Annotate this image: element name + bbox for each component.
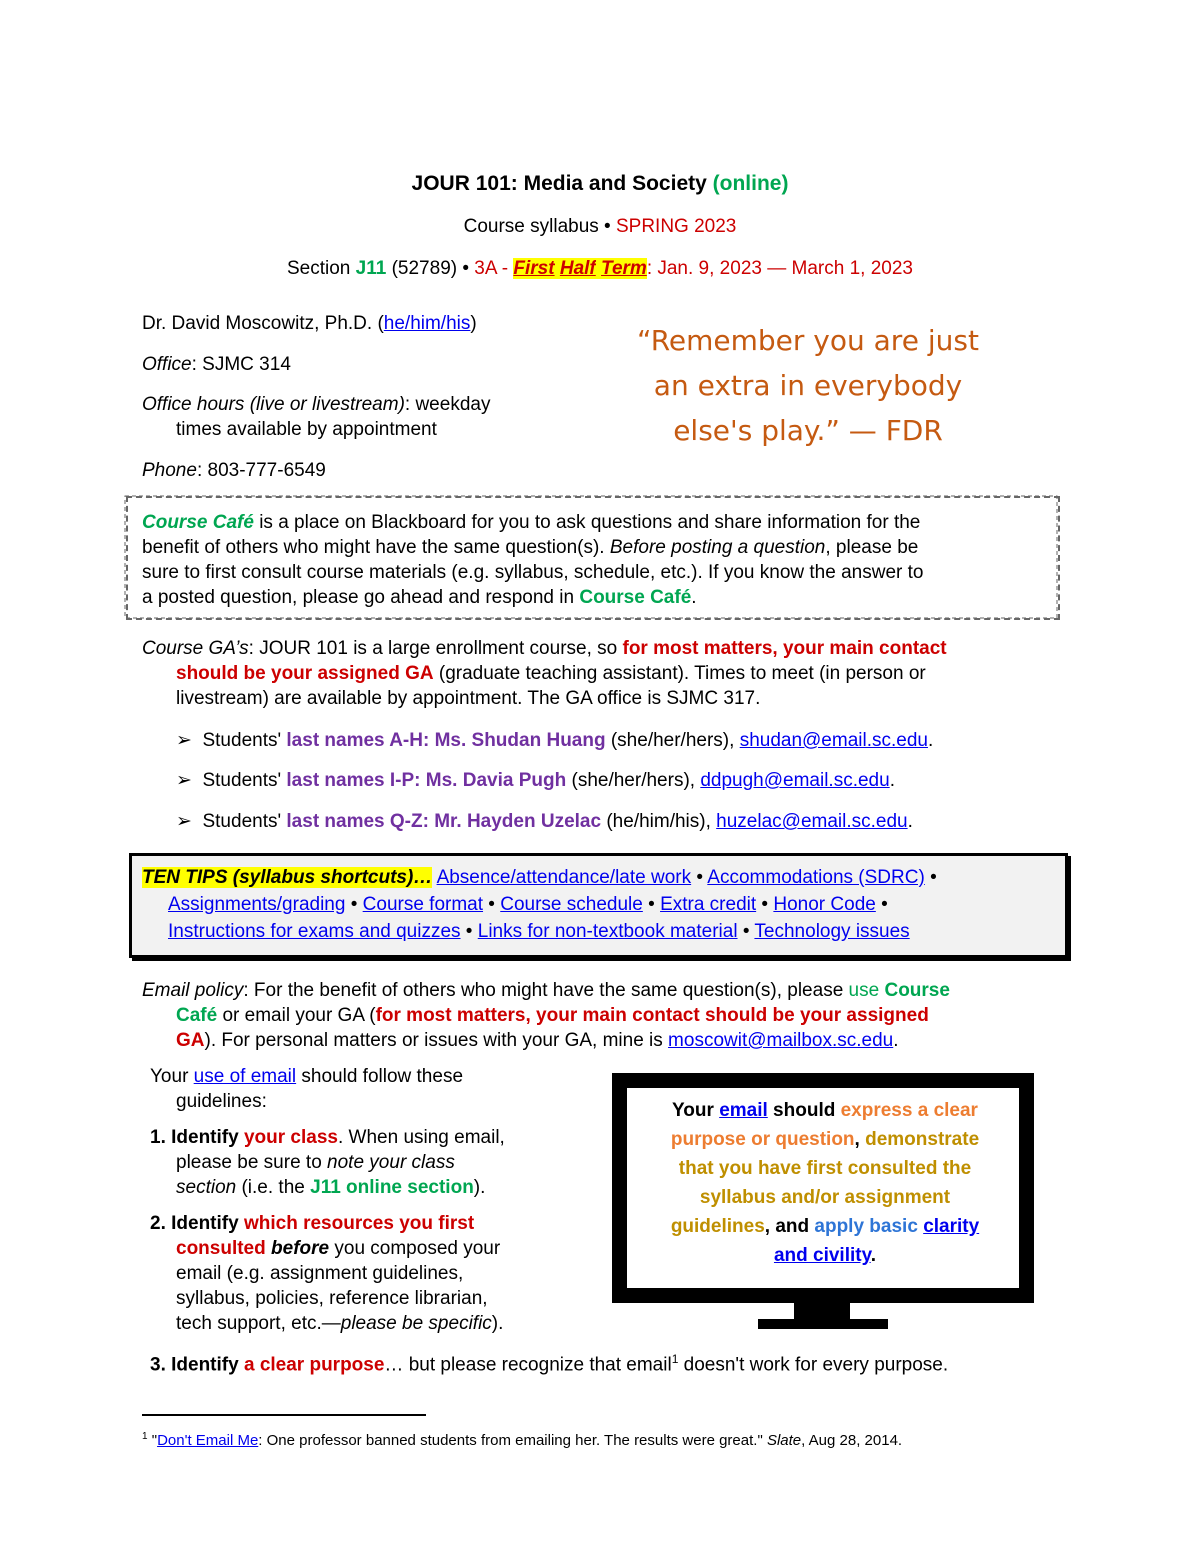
instructor-name	[142, 313, 477, 335]
office-line	[142, 354, 291, 376]
monitor-text-5gold: guidelines	[670, 1216, 765, 1237]
tip-sep: •	[483, 894, 501, 915]
monitor-line-6	[630, 1241, 1020, 1270]
monitor-text-1b: should	[767, 1100, 841, 1121]
tip-link-technology[interactable]: Technology issues	[754, 921, 910, 942]
ga-bullet-pre: Students'	[202, 730, 282, 751]
term-first: First	[513, 258, 555, 279]
footnote-number: 1	[142, 1431, 148, 1442]
guideline-1-l3end: ).	[473, 1177, 486, 1198]
guideline-1-red: your class	[243, 1127, 338, 1148]
tip-link-course-format[interactable]: Course format	[362, 894, 484, 915]
ga-bullet-pronouns: (he/him/his),	[601, 811, 717, 832]
ga-text-1-red: for most matters, your main contact	[622, 638, 947, 659]
guidelines-intro-a: Your	[150, 1066, 194, 1087]
guideline-1-l3i: section	[176, 1177, 237, 1198]
term-dates: : Jan. 9, 2023 — March 1, 2023	[646, 258, 913, 279]
ga-bullet-name: last names A-H: Ms. Shudan Huang	[286, 730, 606, 751]
guideline-2-l3: email (e.g. assignment guidelines,	[176, 1263, 464, 1284]
monitor-text-2b: ,	[854, 1129, 866, 1150]
tip-link-non-textbook[interactable]: Links for non-textbook material	[477, 921, 738, 942]
course-subtitle	[0, 216, 1200, 238]
guideline-2-l2bi: before	[271, 1238, 330, 1259]
cafe-text-2a: benefit of others who might have the same question(s).	[142, 537, 610, 558]
tips-line-3	[168, 921, 910, 943]
monitor-text	[630, 1096, 1020, 1270]
cafe-text-4end: .	[691, 587, 697, 608]
quote-line-2: an extra in everybody	[653, 369, 963, 402]
guideline-3-text: … but please recognize that email	[384, 1354, 672, 1376]
email-policy-end: .	[893, 1030, 899, 1051]
monitor-text-1a: Your	[672, 1100, 720, 1121]
email-policy-line-1	[142, 980, 950, 1002]
email-policy-label: Email policy	[142, 980, 244, 1001]
monitor-text-5blue: apply basic	[814, 1216, 924, 1237]
tip-link-extra-credit[interactable]: Extra credit	[660, 894, 757, 915]
footnote-ref: 1	[671, 1352, 679, 1366]
email-policy-line-2	[176, 1005, 929, 1027]
office-hours-value: : weekday	[404, 394, 491, 415]
ga-email-link[interactable]: ddpugh@email.sc.edu	[700, 770, 890, 791]
tip-link-honor-code[interactable]: Honor Code	[773, 894, 876, 915]
email-policy-text-3: ). For personal matters or issues with your GA, mine is	[204, 1030, 669, 1051]
email-policy-course: Course	[884, 980, 950, 1001]
subtitle-text: Course syllabus •	[463, 216, 611, 237]
ga-bullet-2	[176, 769, 895, 792]
ga-bullet-pre: Students'	[202, 770, 282, 791]
email-policy-text-2: or email your GA (	[217, 1005, 376, 1026]
pronouns-link[interactable]: he/him/his	[383, 313, 471, 334]
guideline-item-1	[150, 1127, 505, 1149]
ga-line-1	[142, 638, 947, 660]
email-policy-text-1: : For the benefit of others who might have the same question(s), please	[243, 980, 849, 1001]
ga-bullet-3	[176, 810, 913, 833]
guidelines-intro	[150, 1066, 463, 1088]
instructor-email-link[interactable]: moscowit@mailbox.sc.edu	[668, 1030, 894, 1051]
section-code: J11	[355, 258, 387, 279]
guideline-2-l5a: tech support, etc.—	[176, 1313, 341, 1334]
ga-bullet-pre: Students'	[202, 811, 282, 832]
dont-email-me-link[interactable]: Don't Email Me	[157, 1432, 259, 1449]
guideline-item-2-line-3	[176, 1263, 463, 1285]
clarity-link[interactable]: clarity	[923, 1216, 980, 1237]
cafe-box-border-decoration	[120, 492, 1062, 622]
ga-bullet-name: last names Q-Z: Mr. Hayden Uzelac	[286, 811, 602, 832]
fdr-quote	[598, 318, 1018, 453]
ga-label: Course GA’s	[142, 638, 249, 659]
ga-bullet-pronouns: (she/her/hers),	[566, 770, 701, 791]
ga-bullet-name: last names I-P: Ms. Davia Pugh	[286, 770, 567, 791]
monitor-text-2gold: demonstrate	[865, 1129, 980, 1150]
ga-line-3	[176, 688, 760, 710]
guidelines-intro-2-text: guidelines:	[176, 1091, 267, 1112]
office-hours-label: Office hours (live or livestream)	[142, 394, 405, 415]
quote-line-3: else's play.” — FDR	[673, 414, 943, 447]
guideline-1-text: . When using email,	[337, 1127, 505, 1148]
cafe-text-3: sure to first consult course materials (e.g. syllabus, schedule, etc.). If you know the answer to	[142, 562, 924, 583]
tip-link-absence[interactable]: Absence/attendance/late work	[436, 867, 692, 888]
ga-bullet-pronouns: (she/her/hers),	[605, 730, 740, 751]
tip-sep: •	[691, 867, 708, 888]
guideline-2-num: 2. Identify	[150, 1213, 244, 1234]
ga-text-2-red: should be your assigned GA	[176, 663, 434, 684]
monitor-base	[758, 1319, 888, 1329]
guideline-item-3	[150, 1352, 948, 1376]
ga-bullet-1	[176, 729, 933, 752]
cafe-text-4b: Course Café	[579, 587, 692, 608]
guideline-item-2	[150, 1213, 474, 1235]
guideline-1-l2a: please be sure to	[176, 1152, 328, 1173]
footnote-date: , Aug 28, 2014.	[801, 1432, 903, 1449]
section-number: (52789) •	[391, 258, 470, 279]
guideline-2-l5i: please be specific	[340, 1313, 492, 1334]
guideline-1-l3g: J11 online section	[310, 1177, 474, 1198]
course-title-main: JOUR 101: Media and Society	[411, 172, 707, 195]
cafe-text-2i: Before posting a question	[609, 537, 826, 558]
tip-sep: •	[345, 894, 363, 915]
monitor-line-4: syllabus and/or assignment	[699, 1187, 951, 1208]
tips-label: TEN TIPS (syllabus shortcuts)…	[142, 867, 433, 888]
guidelines-intro-b: should follow these	[296, 1066, 464, 1087]
cafe-text-4a: a posted question, please go ahead and respond in	[142, 587, 580, 608]
tip-sep: •	[642, 894, 661, 915]
subtitle-term: SPRING 2023	[615, 216, 737, 237]
monitor-line-2	[630, 1125, 1020, 1154]
ga-bullet-end: .	[927, 730, 934, 751]
ga-bullet-end: .	[889, 770, 895, 791]
tips-line-2	[168, 894, 888, 916]
ga-text-1: : JOUR 101 is a large enrollment course, so	[248, 638, 623, 659]
email-policy-use: use	[848, 980, 885, 1001]
ga-email-link[interactable]: huzelac@email.sc.edu	[716, 811, 908, 832]
guideline-3-text-b: doesn't work for every purpose.	[678, 1354, 949, 1376]
footnote-text: : One professor banned students from emailing her. The results were great."	[258, 1432, 767, 1449]
monitor-text-1orange: express a clear	[840, 1100, 978, 1121]
office-value: : SJMC 314	[191, 354, 291, 375]
ga-text-2: (graduate teaching assistant). Times to meet (in person or	[433, 663, 926, 684]
ga-line-2	[176, 663, 926, 685]
guideline-item-2-line-4	[176, 1288, 488, 1310]
footnote-rule	[142, 1414, 426, 1416]
section-label: Section	[287, 258, 351, 279]
office-label: Office	[142, 354, 192, 375]
office-hours-value-2: times available by appointment	[176, 419, 437, 440]
email-policy-line-3	[176, 1030, 899, 1052]
phone-label: Phone	[142, 460, 197, 481]
monitor-line-1	[630, 1096, 1020, 1125]
guideline-item-2-line-2	[176, 1238, 500, 1260]
monitor-line-3: that you have first consulted the	[678, 1158, 972, 1179]
course-title	[0, 172, 1200, 196]
monitor-text-5b: , and	[764, 1216, 815, 1237]
guideline-2-l5end: ).	[491, 1313, 504, 1334]
tip-link-schedule[interactable]: Course schedule	[500, 894, 643, 915]
quote-line-1: “Remember you are just	[637, 324, 979, 357]
footnote	[142, 1431, 902, 1449]
cafe-title: Course Café	[142, 512, 254, 533]
cafe-text-2b: , please be	[825, 537, 919, 558]
ga-bullet-end: .	[907, 811, 913, 832]
civility-link[interactable]: and civility	[773, 1245, 871, 1266]
instructor-name-close: )	[470, 313, 477, 334]
guideline-item-2-line-5	[176, 1313, 503, 1335]
guideline-3-num: 3. Identify	[150, 1354, 244, 1376]
section-line	[0, 258, 1200, 280]
instructor-name-text: Dr. David Moscowitz, Ph.D. (	[142, 313, 384, 334]
tip-sep: •	[930, 867, 937, 888]
monitor-line-5	[630, 1212, 1020, 1241]
tip-sep: •	[737, 921, 755, 942]
guideline-2-l2red: consulted	[176, 1238, 272, 1259]
term-term: Term	[601, 258, 647, 279]
monitor-email-link[interactable]: email	[719, 1100, 768, 1121]
email-policy-red: for most matters, your main contact should be your assigned	[375, 1005, 929, 1026]
email-policy-ga: GA	[176, 1030, 205, 1051]
tip-link-exams[interactable]: Instructions for exams and quizzes	[168, 921, 461, 942]
course-title-online: (online)	[712, 172, 789, 195]
guideline-3-red: a clear purpose	[243, 1354, 385, 1376]
tip-sep: •	[756, 894, 774, 915]
guideline-2-l2a: you composed your	[329, 1238, 501, 1259]
term-prefix: 3A -	[474, 258, 509, 279]
tip-sep: •	[881, 894, 888, 915]
guideline-1-l3a: (i.e. the	[236, 1177, 311, 1198]
office-hours-line-2	[176, 419, 437, 441]
tips-line-1	[142, 867, 937, 889]
guidelines-intro-2	[176, 1091, 267, 1113]
tip-link-assignments[interactable]: Assignments/grading	[168, 894, 346, 915]
tip-link-accommodations[interactable]: Accommodations (SDRC)	[707, 867, 925, 888]
arrow-bullet-icon: ➢	[176, 770, 192, 791]
tip-sep: •	[460, 921, 478, 942]
use-of-email-link[interactable]: use of email	[193, 1066, 297, 1087]
monitor-text-2orange: purpose or question	[670, 1129, 855, 1150]
cafe-text-1: is a place on Blackboard for you to ask questions and share information for the	[253, 512, 921, 533]
footnote-publication: Slate	[766, 1432, 802, 1449]
email-policy-cafe: Café	[176, 1005, 218, 1026]
guideline-2-red: which resources you first	[243, 1213, 475, 1234]
footnote-quote-open: "	[147, 1432, 158, 1449]
guideline-item-1-line-3	[176, 1177, 485, 1199]
ga-email-link[interactable]: shudan@email.sc.edu	[739, 730, 928, 751]
phone-value: : 803-777-6549	[196, 460, 326, 481]
arrow-bullet-icon: ➢	[176, 730, 192, 751]
guideline-1-num: 1. Identify	[150, 1127, 244, 1148]
arrow-bullet-icon: ➢	[176, 811, 192, 832]
term-half: Half	[559, 258, 596, 279]
guideline-item-1-line-2	[176, 1152, 455, 1174]
guideline-1-l2i: note your class	[327, 1152, 455, 1173]
guideline-2-l4: syllabus, policies, reference librarian,	[176, 1288, 488, 1309]
office-hours-line	[142, 394, 490, 416]
monitor-text-6end: .	[870, 1245, 877, 1266]
ga-text-3: livestream) are available by appointment. The GA office is SJMC 317.	[176, 688, 761, 709]
phone-line	[142, 460, 326, 482]
